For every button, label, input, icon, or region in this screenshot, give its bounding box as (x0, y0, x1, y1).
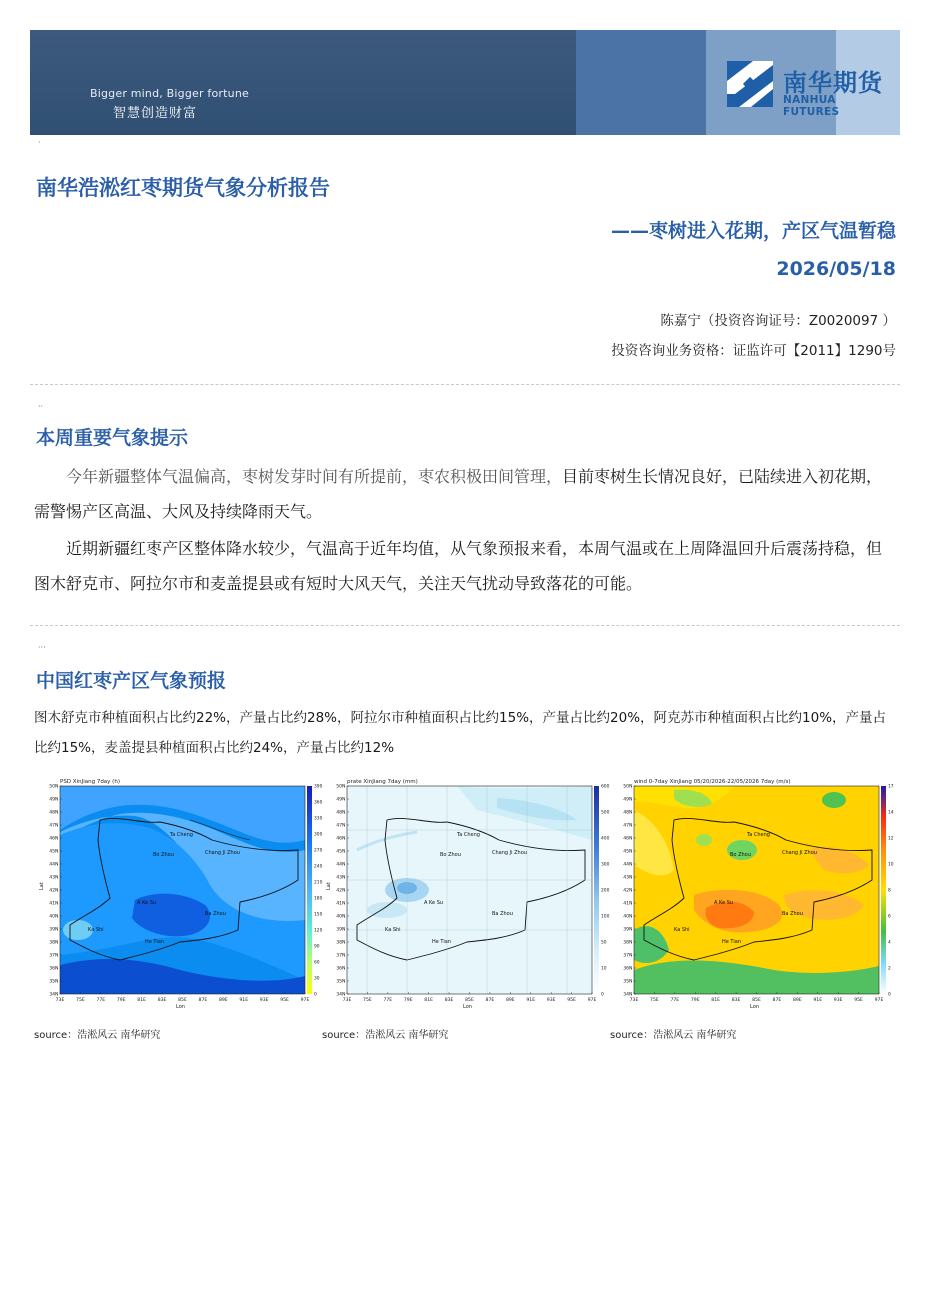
place-label: Ka Shi (88, 927, 104, 933)
lon-tick-label: 93E (259, 998, 269, 1003)
header-banner (30, 30, 900, 135)
lat-tick-label: 43N (623, 875, 633, 881)
place-label: He Tian (432, 939, 451, 945)
lon-tick-label: 77E (383, 998, 393, 1003)
place-label: Bo Zhou (153, 852, 174, 858)
lon-tick-label: 97E (300, 998, 310, 1003)
lon-tick-label: 85E (752, 998, 761, 1003)
lat-tick-label: 38N (623, 940, 633, 946)
lat-tick-label: 36N (49, 966, 59, 972)
paragraph-black-part: 目前枣树生长情况良好，已陆续进入初花期，需警惕产区高温、大风及持续降雨天气。 (34, 467, 883, 521)
slogan-english: Bigger mind, Bigger fortune (90, 87, 249, 100)
colorbar-tick-label: 600 (601, 784, 610, 790)
lon-tick-label: 79E (403, 998, 413, 1003)
logo-text-chinese: 南华期货 (783, 69, 883, 97)
colorbar-tick-label: 50 (601, 940, 607, 946)
colorbar-tick-label: 0 (888, 992, 891, 998)
colorbar-tick-label: 180 (314, 896, 323, 902)
colorbar-tick-label: 400 (601, 836, 610, 842)
lon-tick-label: 85E (465, 998, 474, 1003)
colorbar (594, 786, 599, 994)
lon-tick-label: 73E (342, 998, 352, 1003)
place-label: Bo Zhou (730, 852, 751, 858)
lat-tick-label: 47N (623, 823, 633, 829)
y-axis-label: Lat (39, 882, 45, 890)
lat-tick-label: 35N (623, 979, 633, 985)
map-source: source：浩淞风云 南华研究 (34, 1030, 161, 1041)
lon-tick-label: 91E (526, 998, 536, 1003)
paragraph-weather-tips-2: 近期新疆红枣产区整体降水较少，气温高于近年均值，从气象预报来看，本周气温或在上周降温回升后震荡持稳，但图木舒克市、阿拉尔市和麦盖提县或有短时大风天气，关注天气扰动导致落花的可能。 (34, 539, 883, 593)
lat-tick-label: 42N (336, 888, 346, 894)
lat-tick-label: 39N (336, 927, 346, 933)
lat-tick-label: 37N (49, 953, 59, 959)
lat-tick-label: 47N (336, 823, 346, 829)
colorbar-tick-label: 10 (601, 966, 607, 972)
lat-tick-label: 43N (49, 875, 59, 881)
colorbar-tick-label: 10 (888, 862, 894, 868)
lat-tick-label: 34N (623, 992, 633, 998)
lat-tick-label: 38N (336, 940, 346, 946)
lon-tick-label: 89E (218, 998, 228, 1003)
lat-tick-label: 37N (336, 953, 346, 959)
divider (30, 384, 900, 385)
colorbar-tick-label: 6 (888, 914, 891, 920)
lat-tick-label: 41N (336, 901, 346, 907)
lat-tick-label: 49N (623, 797, 633, 803)
paragraph-weather-tips-1 (34, 459, 896, 529)
map-sunshine-hours (40, 780, 322, 1010)
lon-tick-label: 85E (178, 998, 187, 1003)
divider (30, 625, 900, 626)
company-logo (727, 61, 887, 118)
section-heading-weather-tips: 本周重要气象提示 (36, 427, 189, 449)
lat-tick-label: 45N (336, 849, 346, 855)
lon-tick-label: 87E (198, 998, 208, 1003)
lat-tick-label: 36N (623, 966, 633, 972)
lon-tick-label: 73E (55, 998, 65, 1003)
colorbar-ticks (888, 784, 894, 998)
lat-tick-label: 50N (623, 784, 633, 790)
lat-tick-label: 46N (49, 836, 59, 842)
lat-tick-label: 34N (49, 992, 59, 998)
logo-mark-icon (727, 61, 773, 107)
lat-tick-label: 49N (336, 797, 346, 803)
lat-tick-label: 44N (49, 862, 59, 868)
lat-tick-label: 42N (49, 888, 59, 894)
report-subtitle: ——枣树进入花期，产区气温暂稳 (610, 220, 896, 242)
place-label: Ka Shi (674, 927, 690, 933)
banner-band-dark (30, 30, 576, 135)
lon-tick-label: 89E (505, 998, 515, 1003)
colorbar-ticks (314, 784, 323, 998)
lon-tick-label: 75E (363, 998, 372, 1003)
colorbar-tick-label: 8 (888, 888, 891, 894)
lon-tick-label: 83E (157, 998, 167, 1003)
lat-tick-label: 45N (49, 849, 59, 855)
lon-tick-label: 81E (137, 998, 147, 1003)
lat-tick-label: 46N (623, 836, 633, 842)
colorbar-tick-label: 330 (314, 816, 323, 822)
lon-tick-label: 75E (76, 998, 85, 1003)
lat-tick-label: 49N (49, 797, 59, 803)
map-source: source：浩淞风云 南华研究 (322, 1030, 449, 1041)
lat-tick-label: 34N (336, 992, 346, 998)
lat-tick-label: 45N (623, 849, 633, 855)
lon-tick-label: 77E (670, 998, 680, 1003)
lat-tick-label: 37N (623, 953, 633, 959)
place-label: Chang Ji Zhou (205, 850, 240, 856)
lon-tick-label: 95E (280, 998, 289, 1003)
x-axis-label: Lon (176, 1004, 185, 1010)
place-label: Ba Zhou (782, 911, 803, 917)
map-source: source：浩淞风云 南华研究 (610, 1030, 737, 1041)
lat-tick-label: 39N (49, 927, 59, 933)
place-label: A Ke Su (714, 900, 734, 906)
lat-tick-label: 46N (336, 836, 346, 842)
lon-tick-label: 93E (833, 998, 843, 1003)
lon-tick-label: 83E (444, 998, 454, 1003)
decor-dot: · (38, 138, 41, 147)
colorbar-tick-label: 2 (888, 966, 891, 972)
lon-tick-label: 97E (874, 998, 884, 1003)
lon-tick-label: 95E (854, 998, 863, 1003)
lat-tick-label: 42N (623, 888, 633, 894)
lat-tick-label: 41N (623, 901, 633, 907)
lon-tick-label: 93E (546, 998, 556, 1003)
lat-tick-label: 40N (49, 914, 59, 920)
lon-tick-label: 87E (772, 998, 782, 1003)
lat-tick-label: 48N (336, 810, 346, 816)
lat-tick-label: 48N (49, 810, 59, 816)
place-label: Chang Ji Zhou (782, 850, 817, 856)
colorbar-tick-label: 120 (314, 928, 323, 934)
lon-tick-label: 77E (96, 998, 106, 1003)
colorbar-tick-label: 300 (314, 832, 323, 838)
place-label: He Tian (722, 939, 741, 945)
lat-tick-label: 41N (49, 901, 59, 907)
colorbar-tick-label: 360 (314, 800, 323, 806)
y-axis-label: Lat (326, 882, 332, 890)
lat-tick-label: 44N (336, 862, 346, 868)
lat-tick-label: 48N (623, 810, 633, 816)
place-label: Chang Ji Zhou (492, 850, 527, 856)
map-plot-area (347, 786, 592, 994)
colorbar-tick-label: 200 (601, 888, 610, 894)
section-heading-forecast: 中国红枣产区气象预报 (36, 670, 227, 692)
colorbar-tick-label: 17 (888, 784, 894, 790)
map-title: PSD XinJiang 7day (h) (60, 779, 120, 785)
report-title: 南华浩淞红枣期货气象分析报告 (36, 176, 330, 200)
colorbar-tick-label: 12 (888, 836, 894, 842)
colorbar-tick-label: 30 (314, 976, 320, 982)
lon-tick-label: 97E (587, 998, 597, 1003)
place-label: Ba Zhou (205, 911, 226, 917)
lat-tick-label: 50N (336, 784, 346, 790)
place-label: Ka Shi (385, 927, 401, 933)
lon-tick-label: 79E (690, 998, 700, 1003)
x-axis-label: Lon (750, 1004, 759, 1010)
colorbar-tick-label: 240 (314, 864, 323, 870)
place-label: A Ke Su (424, 900, 444, 906)
lat-tick-label: 47N (49, 823, 59, 829)
lon-tick-label: 91E (813, 998, 823, 1003)
colorbar-tick-label: 500 (601, 810, 610, 816)
report-date: 2026/05/18 (776, 258, 896, 280)
decor-dot: ·· (38, 402, 44, 411)
x-axis-label: Lon (463, 1004, 472, 1010)
colorbar-tick-label: 14 (888, 810, 894, 816)
lon-tick-label: 73E (629, 998, 639, 1003)
place-label: Ta Cheng (747, 832, 770, 838)
logo-text-english: NANHUA FUTURES (783, 94, 840, 118)
report-author: 陈嘉宁（投资咨询证号：Z0020097 ） (660, 313, 896, 329)
colorbar-tick-label: 390 (314, 784, 323, 790)
lon-tick-label: 75E (650, 998, 659, 1003)
lon-tick-label: 91E (239, 998, 249, 1003)
colorbar-tick-label: 0 (601, 992, 604, 998)
lon-tick-label: 95E (567, 998, 576, 1003)
colorbar (307, 786, 312, 994)
colorbar-tick-label: 0 (314, 992, 317, 998)
lat-tick-label: 35N (49, 979, 59, 985)
place-label: Ta Cheng (457, 832, 480, 838)
place-label: Bo Zhou (440, 852, 461, 858)
paragraph-production-share: 图木舒克市种植面积占比约22%，产量占比约28%，阿拉尔市种植面积占比约15%，产量占比约20%，阿克苏市种植面积占比约10%，产量占比约15%，麦盖提县种植面积占比约24%，产量占比约12% (34, 710, 887, 756)
map-title: wind 0-7day XinJiang 05/20/2026-22/05/2026 7day (m/s) (634, 779, 791, 785)
colorbar-tick-label: 150 (314, 912, 323, 918)
colorbar-ticks (601, 784, 610, 998)
place-label: He Tian (145, 939, 164, 945)
lat-tick-label: 39N (623, 927, 633, 933)
map-plot-area (634, 786, 879, 994)
map-precipitation (327, 780, 609, 1010)
colorbar-tick-label: 60 (314, 960, 320, 966)
place-label: Ta Cheng (170, 832, 193, 838)
lat-tick-label: 36N (336, 966, 346, 972)
place-label: A Ke Su (137, 900, 157, 906)
lat-tick-label: 38N (49, 940, 59, 946)
colorbar (881, 786, 886, 994)
lat-tick-label: 43N (336, 875, 346, 881)
colorbar-tick-label: 90 (314, 944, 320, 950)
paragraph-gray-part: 今年新疆整体气温偏高，枣树发芽时间有所提前，枣农积极田间管理， (66, 467, 563, 486)
map-wind (614, 780, 896, 1010)
colorbar-tick-label: 270 (314, 848, 323, 854)
colorbar-tick-label: 300 (601, 862, 610, 868)
report-license: 投资咨询业务资格：证监许可【2011】1290号 (611, 343, 896, 359)
lat-tick-label: 40N (623, 914, 633, 920)
map-title: prate XinJiang 7day (mm) (347, 779, 418, 785)
colorbar-tick-label: 100 (601, 914, 610, 920)
lat-tick-label: 44N (623, 862, 633, 868)
place-label: Ba Zhou (492, 911, 513, 917)
lat-tick-label: 35N (336, 979, 346, 985)
lon-tick-label: 83E (731, 998, 741, 1003)
lon-tick-label: 81E (711, 998, 721, 1003)
decor-dot: ··· (38, 643, 46, 652)
map-plot-area (60, 786, 305, 994)
banner-band-mid (576, 30, 706, 135)
lat-tick-label: 50N (49, 784, 59, 790)
colorbar-tick-label: 210 (314, 880, 323, 886)
colorbar-tick-label: 4 (888, 940, 891, 946)
lon-tick-label: 89E (792, 998, 802, 1003)
lon-tick-label: 87E (485, 998, 495, 1003)
lon-tick-label: 81E (424, 998, 434, 1003)
lat-tick-label: 40N (336, 914, 346, 920)
lon-tick-label: 79E (116, 998, 126, 1003)
slogan-chinese: 智慧创造财富 (113, 106, 198, 121)
